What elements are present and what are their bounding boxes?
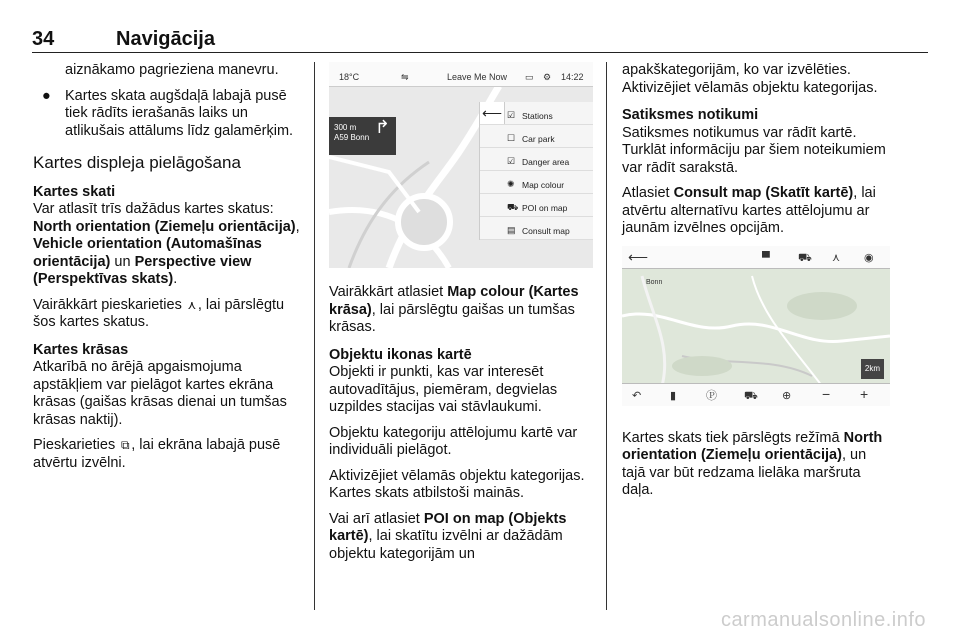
term: Perspective view (Perspektīvas skats): [33, 253, 252, 287]
checkbox-icon: ☑: [507, 156, 516, 166]
subheading-poi: Objektu ikonas kartē: [329, 346, 472, 363]
location-icon[interactable]: ◉: [864, 251, 874, 264]
term: Consult map (Skatīt kartē): [673, 185, 854, 201]
paragraph-map-colour: [329, 284, 593, 337]
menu-item-car-park[interactable]: [480, 125, 593, 148]
watermark: carmanualsonline.info: [720, 609, 926, 631]
text: , lai atvērtu alternatīvu kartes attēlojumu ar jaunām izvēlnes opcijām.: [622, 185, 876, 236]
parking-icon[interactable]: Ⓟ: [706, 389, 717, 402]
map-bottom-bar: [622, 383, 890, 406]
menu-item-label: Stations: [522, 111, 553, 121]
bullet-text: Kartes skata augšdaļā labajā pusē tiek rādīts ierašanās laiks un atlikušais attālums līdz galamērķim.: [65, 87, 294, 139]
menu-item-label: Danger area: [522, 157, 570, 167]
map-terrain: [622, 246, 890, 406]
paragraph-poi: Objekti ir punkti, kas var interesēt autovadītājus, piemēram, degvielas uzpildes stacijas vai stāvlaukumi.: [329, 364, 558, 415]
paragraph-traffic: Satiksmes notikumus var rādīt kartē. Turklāt informāciju par šiem noteikumiem var rādīt sarakstā.: [622, 124, 886, 176]
gear-icon[interactable]: ⚙: [543, 72, 552, 82]
figure-consult-map: [622, 246, 890, 406]
text: .: [173, 271, 178, 287]
paragraph-consult: [622, 185, 890, 238]
back-arrow-icon[interactable]: ⟵: [628, 248, 649, 265]
menu-item-poi-on-map[interactable]: [480, 194, 593, 217]
term: North orientation (Ziemeļu orientācija): [33, 218, 296, 235]
list-icon: ▤: [507, 225, 516, 235]
turn-right-icon: ↱: [374, 117, 390, 137]
map-menu-icon: ⧉: [120, 438, 130, 452]
text: un: [110, 253, 131, 270]
menu-item-label: Map colour: [522, 180, 565, 190]
subheading-map-colors: Kartes krāsas: [33, 341, 129, 358]
column-divider: [606, 62, 607, 610]
zoom-in-button[interactable]: +: [860, 385, 869, 402]
bullet-item: [33, 88, 301, 141]
text: , lai ekrāna labajā pusē atvērtu izvēlni.: [33, 437, 281, 471]
paragraph: aiznākamo pagrieziena manevru.: [65, 62, 279, 78]
menu-item-danger-area[interactable]: [480, 148, 593, 171]
text: Pieskarieties: [33, 437, 120, 453]
section-title: Kartes displeja pielāgošana: [33, 153, 241, 172]
text: , un tajā var būt redzama lielāka maršruta daļa.: [622, 447, 867, 498]
term: Map colour (Kartes krāsa): [329, 284, 579, 318]
paragraph-map-colors: Atkarībā no ārējā apgaismojuma apstākļiem var pielāgot kartes ekrāna krāsas (gaišas krāsas dienai un tumšas krāsas naktij).: [33, 359, 287, 428]
menu-item-consult-map[interactable]: [480, 217, 593, 240]
paragraph-north-orientation: [622, 430, 890, 500]
column-divider: [314, 62, 315, 610]
temperature: 18°C: [339, 72, 360, 82]
paragraph-map-views: [33, 201, 301, 289]
paragraph-press: [33, 297, 301, 332]
checkbox-icon: ☐: [507, 133, 516, 143]
page-header: [32, 26, 928, 53]
checkbox-icon: ☑: [507, 110, 516, 120]
paragraph-poi-on-map: [329, 511, 593, 564]
undo-icon[interactable]: ↶: [632, 389, 642, 402]
text: ,: [295, 218, 300, 235]
menu-item-map-colour[interactable]: [480, 171, 593, 194]
paragraph: Aktivizējiet vēlamās objektu kategorijas. Kartes skats atbilstoši mainās.: [329, 467, 585, 501]
paragraph: Objektu kategoriju attēlojumu kartē var individuāli pielāgot.: [329, 424, 578, 458]
column-middle: [329, 62, 593, 571]
map-options-menu: [479, 102, 593, 240]
menu-icon[interactable]: ▀: [762, 251, 770, 264]
term: North orientation (Ziemeļu orientācija): [622, 429, 883, 463]
usb-icon: ⇋: [401, 72, 409, 82]
add-location-icon[interactable]: ⊕: [782, 389, 792, 402]
text: , lai pārslēgtu šos kartes skatus.: [33, 296, 285, 330]
map-place-label: Bonn: [646, 278, 663, 286]
text: Kartes skats tiek pārslēgts režīmā: [622, 429, 844, 446]
fuel-icon[interactable]: ▮: [670, 389, 677, 402]
traffic-icon[interactable]: ⛟: [744, 389, 758, 402]
menu-item-label: POI on map: [522, 203, 568, 213]
figure-map-menu: [329, 62, 593, 268]
text: Atlasiet: [622, 185, 674, 201]
paragraph-touch: [33, 437, 301, 472]
status-bar: [329, 62, 593, 87]
text: Var atlasīt trīs dažādus kartes skatus:: [33, 201, 274, 217]
zoom-out-button[interactable]: −: [822, 385, 831, 402]
subheading-map-views: Kartes skati: [33, 183, 116, 200]
clock: 14:22: [561, 72, 584, 82]
map-top-bar: [622, 246, 890, 269]
column-right: [622, 62, 890, 508]
leave-me-now-button[interactable]: Leave Me Now: [447, 72, 508, 82]
column-left: [33, 62, 301, 480]
text: Vairākkārt pieskarieties: [33, 296, 186, 313]
page-number: 34: [32, 28, 55, 50]
map-scale: 2km: [861, 359, 884, 379]
camera-icon: ▭: [525, 72, 534, 82]
text: , lai pārslēgtu gaišas un tumšas krāsas.: [329, 301, 575, 335]
compass-icon[interactable]: ⋏: [832, 251, 841, 264]
menu-item-stations[interactable]: [480, 102, 593, 125]
menu-item-label: Consult map: [522, 226, 570, 236]
page-title: Navigācija: [116, 28, 215, 50]
turn-distance: 300 m: [334, 123, 357, 132]
text: , lai skatītu izvēlni ar dažādām objektu kategorijām un: [329, 528, 563, 562]
subheading-traffic: Satiksmes notikumi: [622, 107, 759, 123]
bullet-icon: ●: [42, 87, 51, 104]
sun-icon: ✺: [507, 179, 515, 189]
compass-icon: ⋏: [187, 297, 197, 312]
menu-item-label: Car park: [522, 134, 555, 144]
term: POI on map (Objekts kartē): [329, 510, 567, 544]
next-turn-panel: [329, 117, 396, 155]
text: Vairākkārt atlasiet: [329, 284, 448, 300]
poi-icon: ⛟: [507, 202, 519, 212]
back-arrow-icon[interactable]: ⟵: [480, 102, 505, 124]
poi-icon[interactable]: ⛟: [798, 251, 812, 264]
term: Vehicle orientation (Automašīnas orientācija): [33, 236, 262, 270]
text: Vai arī atlasiet: [329, 510, 424, 527]
turn-road: A59 Bonn: [334, 133, 370, 142]
paragraph: apakškategorijām, ko var izvēlēties. Aktivizējiet vēlamās objektu kategorijas.: [622, 62, 878, 96]
